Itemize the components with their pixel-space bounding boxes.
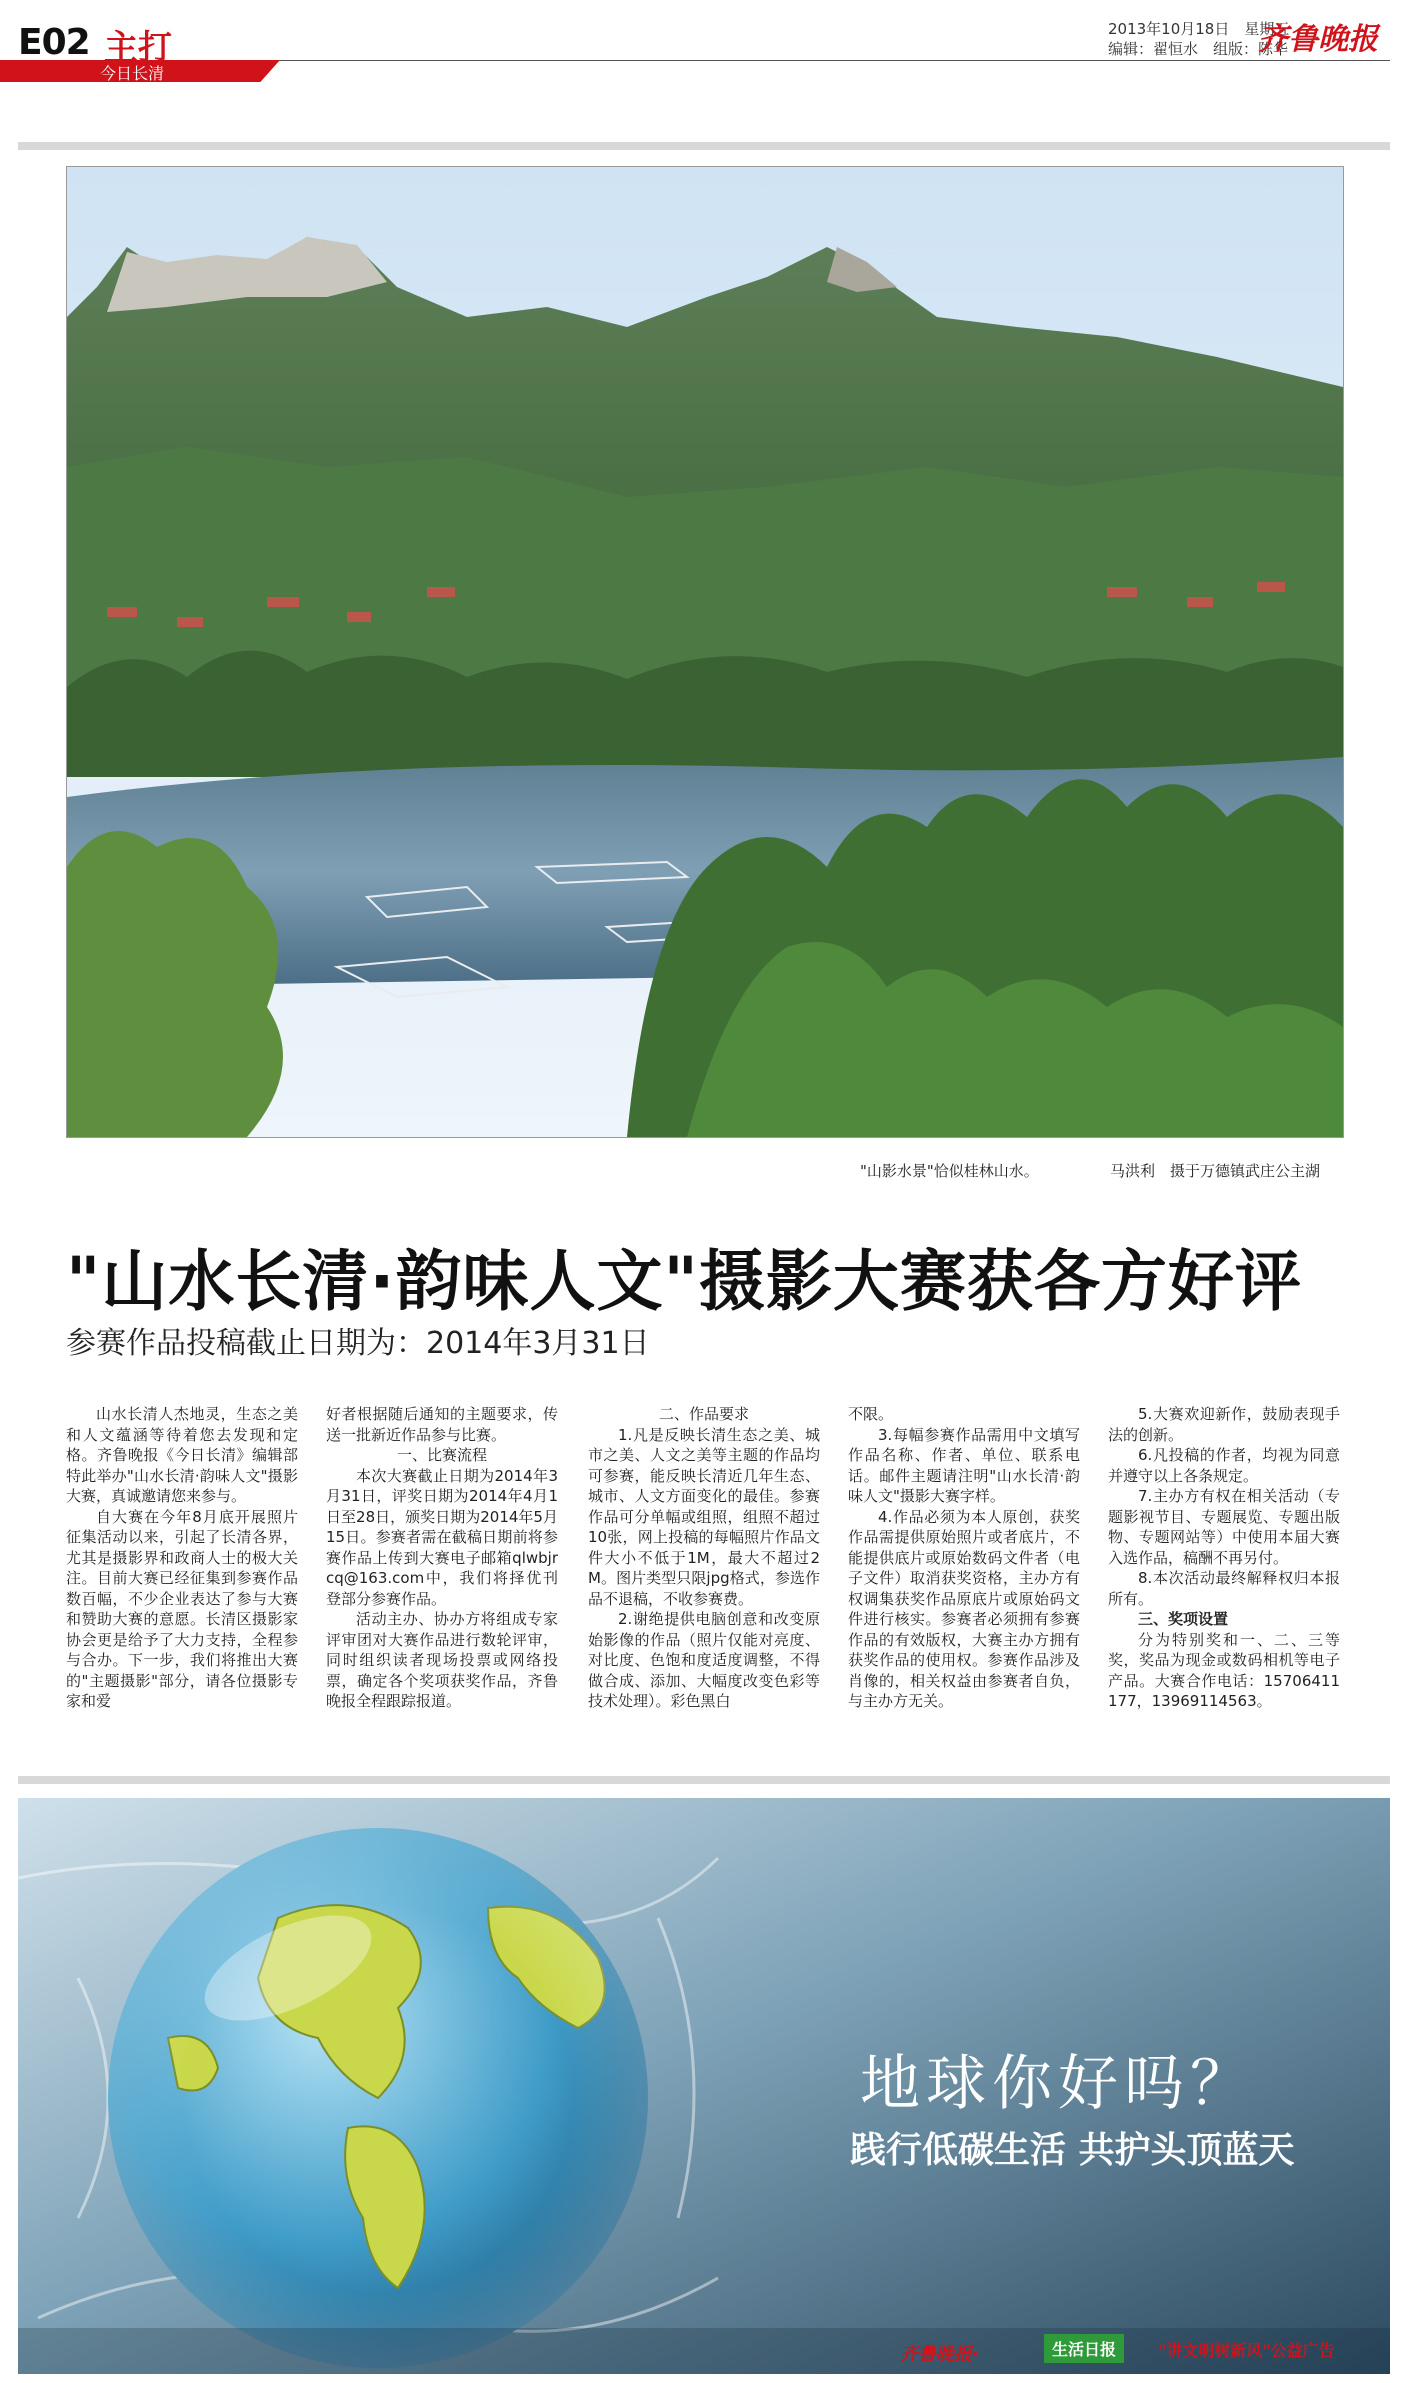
paragraph: 山水长清人杰地灵，生态之美和人文蕴涵等待着您去发现和定格。齐鲁晚报《今日长清》编辑部特此举办"山水长清·韵味人文"摄影大赛，真诚邀请您来参与。 xyxy=(66,1405,298,1505)
section-heading: 二、作品要求 xyxy=(658,1405,749,1423)
article-column-3 xyxy=(588,1404,820,1712)
paragraph: 本次大赛截止日期为2014年3月31日，评奖日期为2014年4月1日至28日，颁奖日期为2014年5月15日。参赛者需在截稿日期前将参赛作品上传到大赛电子邮箱qlwbjrcq@163.com中，我们将择优刊登部分参赛作品。 xyxy=(326,1466,558,1608)
landscape-photo xyxy=(66,166,1344,1138)
section-heading: 一、比赛流程 xyxy=(396,1446,487,1464)
paragraph: 好者根据随后通知的主题要求，传送一批新近作品参与比赛。 xyxy=(326,1405,558,1444)
editor-credit: 编辑：翟恒水 组版：陈华 xyxy=(1108,40,1289,58)
ad-sponsor-shenghuo: 生活日报 xyxy=(1044,2334,1124,2363)
paragraph: 分为特别奖和一、二、三等奖，奖品为现金或数码相机等电子产品。大赛合作电话：15706411177，13969114563。 xyxy=(1108,1630,1340,1710)
photo-caption: "山影水景"恰似桂林山水。 xyxy=(860,1162,1039,1180)
article-column-1 xyxy=(66,1404,298,1712)
article-column-2 xyxy=(326,1404,558,1712)
article-column-4 xyxy=(848,1404,1080,1712)
ad-title: 地球你好吗？ xyxy=(860,2049,1256,2119)
article-subheadline: 参赛作品投稿截止日期为：2014年3月31日 xyxy=(66,1326,650,1361)
article-column-5 xyxy=(1108,1404,1340,1712)
paragraph: 活动主办、协办方将组成专家评审团对大赛作品进行数轮评审，同时组织读者现场投票或网络投票，确定各个奖项获奖作品，齐鲁晚报全程跟踪报道。 xyxy=(326,1610,558,1710)
newspaper-logo: 齐鲁晚报 xyxy=(1258,22,1378,57)
top-rule xyxy=(18,142,1390,150)
ad-sponsor-qilu: 齐鲁晚报· xyxy=(900,2344,979,2365)
paragraph: 5.大赛欢迎新作，鼓励表现手法的创新。 xyxy=(1108,1405,1340,1444)
subsection-title: 今日长清 xyxy=(100,64,165,83)
paragraph: 8.本次活动最终解释权归本报所有。 xyxy=(1108,1569,1340,1608)
issue-date: 2013年10月18日 星期五 xyxy=(1108,20,1290,38)
ad-campaign-label: "讲文明树新风"公益广告 xyxy=(1158,2341,1335,2360)
paragraph: 4.作品必须为本人原创，获奖作品需提供原始照片或者底片，不能提供底片或原始数码文件者（电子文件）取消获奖资格，主办方有权调集获奖作品原底片或原始码文件进行核实。参赛者必须拥有参赛作品的有效版权，大赛主办方拥有获奖作品的使用权。参赛作品涉及肖像的，相关权益由参赛者自负，与主办方无关。 xyxy=(848,1507,1080,1710)
ad-slogan: 践行低碳生活 共护头顶蓝天 xyxy=(850,2130,1295,2171)
photo-credit: 马洪利 摄于万德镇武庄公主湖 xyxy=(1110,1162,1321,1180)
mountain-lake-illustration xyxy=(67,167,1343,1137)
middle-rule xyxy=(18,1776,1390,1784)
paragraph: 3.每幅参赛作品需用中文填写作品名称、作者、单位、联系电话。邮件主题请注明"山水长清·韵味人文"摄影大赛字样。 xyxy=(848,1425,1080,1505)
paragraph: 2.谢绝提供电脑创意和改变原始影像的作品（照片仅能对亮度、对比度、色饱和度适度调整，不得做合成、添加、大幅度改变色彩等技术处理）。彩色黑白 xyxy=(588,1610,820,1710)
paragraph: 7.主办方有权在相关活动（专题影视节目、专题展览、专题出版物、专题网站等）中使用本届大赛入选作品，稿酬不再另付。 xyxy=(1108,1487,1340,1567)
article-headline: "山水长清·韵味人文"摄影大赛获各方好评 xyxy=(66,1243,1302,1320)
paragraph: 1.凡是反映长清生态之美、城市之美、人文之美等主题的作品均可参赛，能反映长清近几年生态、城市、人文方面变化的最佳。参赛作品可分单幅或组照，组照不超过10张，网上投稿的每幅照片作品文件大小不低于1M，最大不超过2M。图片类型只限jpg格式，参选作品不退稿，不收参赛费。 xyxy=(588,1425,820,1608)
paragraph: 自大赛在今年8月底开展照片征集活动以来，引起了长清各界，尤其是摄影界和政商人士的极大关注。目前大赛已经征集到参赛作品数百幅，不少企业表达了参与大赛和赞助大赛的意愿。长清区摄影家协会更是给予了大力支持，全程参与合办。下一步，我们将推出大赛的"主题摄影"部分，请各位摄影专家和爱 xyxy=(66,1507,298,1710)
paragraph: 6.凡投稿的作者，均视为同意并遵守以上各条规定。 xyxy=(1108,1446,1340,1485)
page-number: E02 xyxy=(18,22,90,63)
paragraph: 不限。 xyxy=(848,1405,894,1423)
section-title: 主打 xyxy=(104,28,172,68)
section-heading: 三、奖项设置 xyxy=(1138,1610,1229,1628)
